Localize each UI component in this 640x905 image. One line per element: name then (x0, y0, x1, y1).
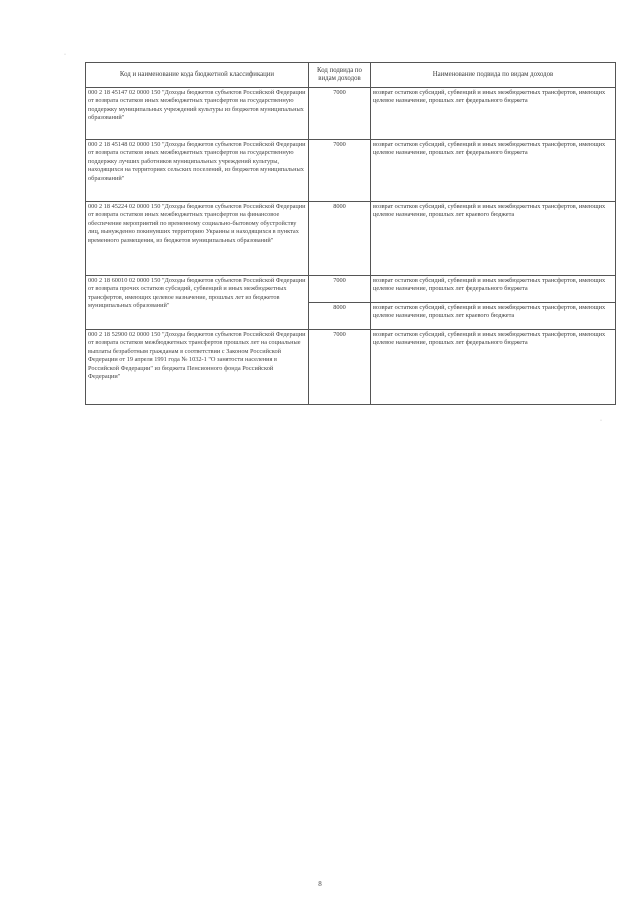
table-row (86, 140, 616, 202)
subtype-name-cell: возврат остатков субсидий, субвенций и иных межбюджетных трансфертов, имеющих целевое назначение, прошлых лет федерального бюджета (371, 88, 616, 140)
table-row (86, 276, 616, 303)
header-subtype-code: Код подвида по видам доходов (309, 63, 371, 88)
scan-speck: · (64, 52, 66, 58)
header-subtype-name: Наименование подвида по видам доходов (371, 63, 616, 88)
subtype-name-cell: возврат остатков субсидий, субвенций и иных межбюджетных трансфертов, имеющих целевое назначение, прошлых лет федерального бюджета (371, 276, 616, 303)
subtype-name-cell: возврат остатков субсидий, субвенций и иных межбюджетных трансфертов, имеющих целевое назначение, прошлых лет федерального бюджета (371, 140, 616, 202)
subtype-name-cell: возврат остатков субсидий, субвенций и иных межбюджетных трансфертов, имеющих целевое назначение, прошлых лет краевого бюджета (371, 303, 616, 330)
table-header-row (86, 63, 616, 88)
subtype-name-cell: возврат остатков субсидий, субвенций и иных межбюджетных трансфертов, имеющих целевое назначение, прошлых лет федерального бюджета (371, 330, 616, 405)
subtype-name-cell: возврат остатков субсидий, субвенций и иных межбюджетных трансфертов, имеющих целевое назначение, прошлых лет краевого бюджета (371, 202, 616, 276)
budget-classification-table (85, 62, 616, 405)
header-classification: Код и наименование кода бюджетной классификации (86, 63, 309, 88)
table-row (86, 88, 616, 140)
classification-cell: 000 2 18 45148 02 0000 150 "Доходы бюджетов субъектов Российской Федерации от возврата остатков иных межбюджетных трансфертов на государственную поддержку лучших работников муниципальных учреждений культуры, находящихся на территориях сельских поселений, из бюджетов муниципальных образований" (86, 140, 309, 202)
page-number: 8 (318, 880, 322, 888)
subtype-code-cell: 8000 (309, 202, 371, 276)
scan-speck: · (600, 418, 602, 424)
table-row (86, 202, 616, 276)
classification-cell: 000 2 18 45147 02 0000 150 "Доходы бюджетов субъектов Российской Федерации от возврата остатков иных межбюджетных трансфертов на государственную поддержку муниципальных учреждений культуры из бюджетов муниципальных образований" (86, 88, 309, 140)
subtype-code-cell: 7000 (309, 330, 371, 405)
classification-cell: 000 2 18 52900 02 0000 150 "Доходы бюджетов субъектов Российской Федерации от возврата остатков межбюджетных трансфертов прошлых лет на социальные выплаты безработным гражданам в соответствии с Законом Российской Федерации от 19 апреля 1991 года № 1032-1 "О занятости населения в Российской Федерации" из бюджета Пенсионного фонда Российской Федерации" (86, 330, 309, 405)
subtype-code-cell: 7000 (309, 276, 371, 303)
classification-cell: 000 2 18 45224 02 0000 150 "Доходы бюджетов субъектов Российской Федерации от возврата остатков иных межбюджетных трансфертов на финансовое обеспечение мероприятий по временному социально-бытовому обустройству лиц, вынужденно покинувших территорию Украины и находящихся в пунктах временного размещения, из бюджетов муниципальных образований" (86, 202, 309, 276)
classification-cell: 000 2 18 60010 02 0000 150 "Доходы бюджетов субъектов Российской Федерации от возврата прочих остатков субсидий, субвенций и иных межбюджетных трансфертов, имеющих целевое назначение, прошлых лет из бюджетов муниципальных образований" (86, 276, 309, 330)
table-row (86, 330, 616, 405)
subtype-code-cell: 7000 (309, 88, 371, 140)
subtype-code-cell: 7000 (309, 140, 371, 202)
subtype-code-cell: 8000 (309, 303, 371, 330)
